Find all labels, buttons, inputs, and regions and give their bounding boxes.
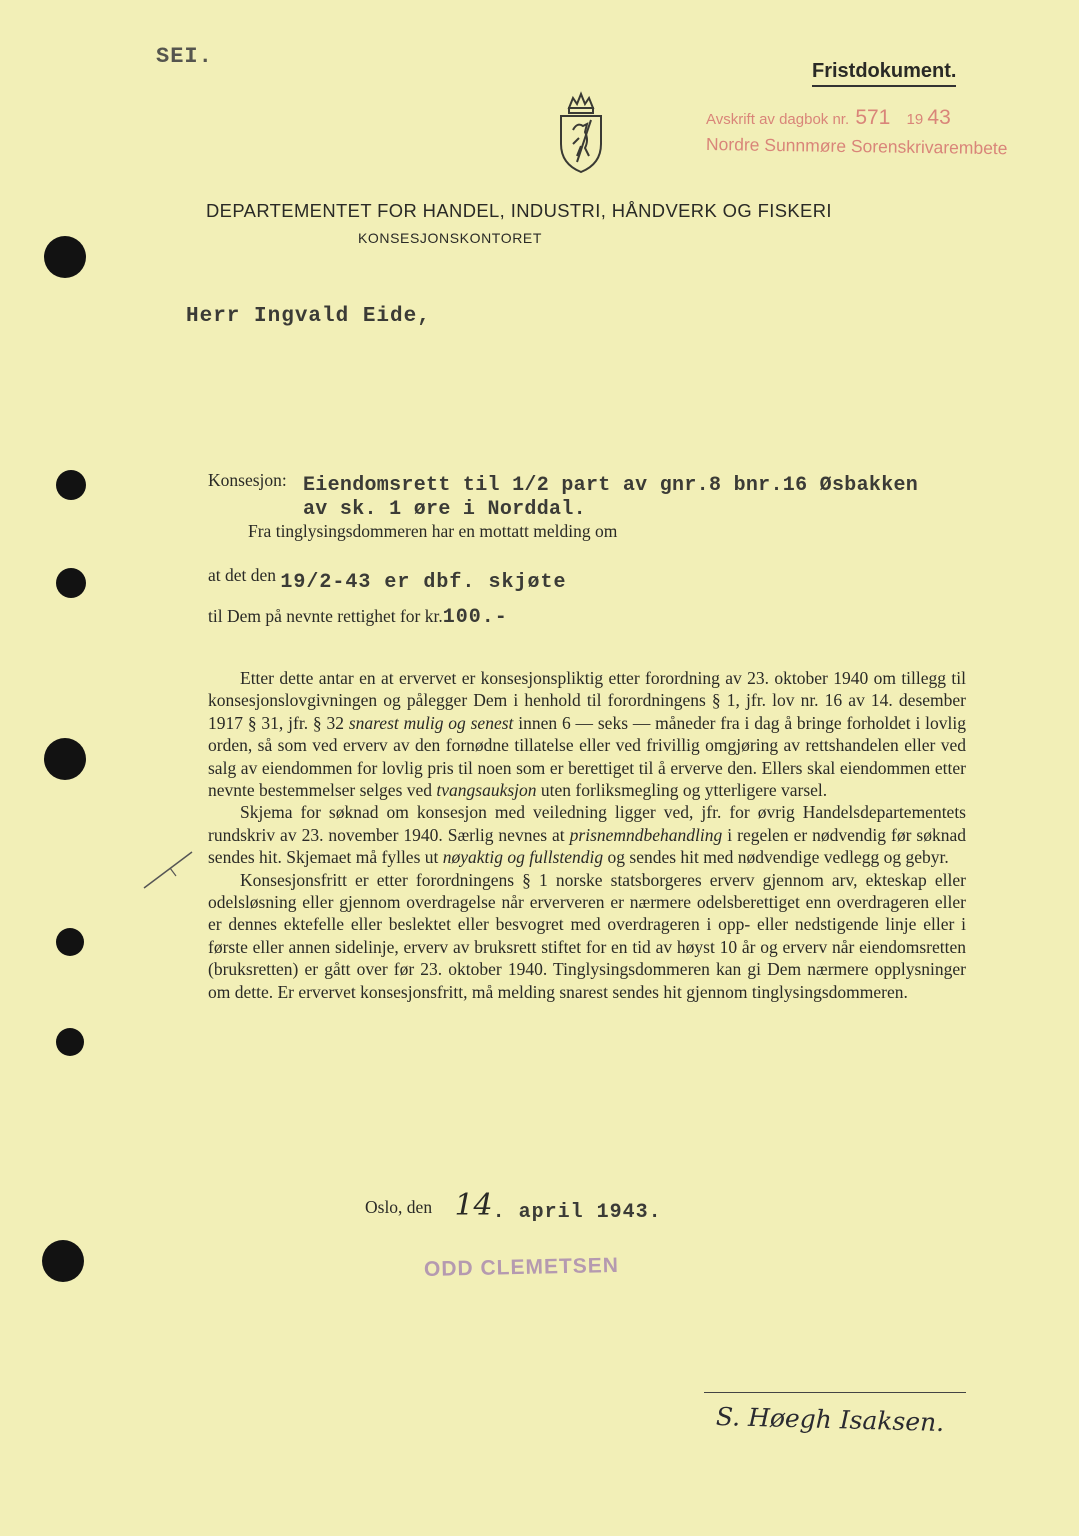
punch-hole bbox=[56, 470, 86, 500]
place-date-prefix: Oslo, den bbox=[365, 1197, 433, 1217]
stamp-year-prefix: 19 bbox=[906, 111, 924, 128]
notice-line-1: Fra tinglysingsdommeren har en mottatt melding om bbox=[248, 521, 618, 541]
main-body-text bbox=[208, 667, 966, 1003]
document-reference: SEI. bbox=[156, 44, 213, 69]
stamp-year: 43 bbox=[927, 106, 951, 129]
concession-line-2: av sk. 1 øre i Norddal. bbox=[303, 498, 586, 521]
paragraph-obligation: Etter dette antar en at ervervet er konsesjonspliktig etter forordning av 23. oktober 1940 om tillegg til konsesjonslovgivningen og pålegger Dem i henhold til forordningens § 1, jfr. lov nr. 16 av 14. desember 1917 § 31, jfr. § 32 snarest mulig og senest innen 6 — seks — måneder fra i dag å bringe forholdet i lovlig orden, så som ved erverv av den fornødne tillatelse eller ved frivillig omgjøring av rettshandelen eller ved salg av eiendommen for lovlig pris til noen som er berettiget til å erverve den. Ellers skal eiendommen etter nevnte bestemmelser selges ved tvangsauksjon uten forliksmegling og ytterligere varsel. bbox=[208, 668, 966, 801]
punch-hole bbox=[44, 738, 86, 780]
punch-hole bbox=[56, 568, 86, 598]
signatory-name-stamp: ODD CLEMETSEN bbox=[423, 1253, 620, 1281]
recipient-name: Herr Ingvald Eide, bbox=[186, 305, 431, 328]
department-heading: DEPARTEMENTET FOR HANDEL, INDUSTRI, HÅNDVERK OG FISKERI bbox=[206, 200, 832, 221]
margin-pencil-mark bbox=[140, 844, 200, 894]
paragraph-exemptions: Konsesjonsfritt er etter forordningens § 1 norske statsborgeres erverv gjennom arv, ekteskap eller odelsløsning eller gjennom overdragelse når erververen er nærmere odelsberettiget enn overdrageren eller er dennes ektefelle eller beslektet eller besvogret med overdrageren i opp- eller nedstigende linje eller i første eller annen sidelinje, erverv av bruksrett stiftet for en tid av høyst 10 år og erverv når eiendomsretten (bruksretten) er gått over før 23. oktober 1940. Tinglysingsdommeren kan gi Dem nærmere opplysninger om dette. Er ervervet konsesjonsfritt, må melding snarest sendes hit gjennom tinglysingsdommeren. bbox=[208, 869, 966, 1002]
stamp-journal-number: 571 bbox=[855, 106, 891, 129]
punch-hole bbox=[56, 1028, 84, 1056]
notice-price-prefix: til Dem på nevnte rettighet for kr. bbox=[208, 606, 443, 626]
notice-line-2 bbox=[208, 565, 567, 594]
signature-rule bbox=[704, 1392, 966, 1393]
notice-price-typed: 100.- bbox=[442, 606, 508, 629]
office-heading: KONSESJONSKONTORET bbox=[357, 230, 543, 246]
punch-hole bbox=[42, 1240, 84, 1282]
registry-stamp bbox=[705, 106, 1036, 159]
typed-date: . april 1943. bbox=[492, 1201, 662, 1224]
punch-hole bbox=[56, 928, 84, 956]
place-date-line bbox=[365, 1186, 662, 1224]
document-type-label: Fristdokument. bbox=[812, 60, 956, 87]
notice-date-typed: 19/2-43 er dbf. skjøte bbox=[280, 571, 567, 594]
concession-label: Konsesjon: bbox=[208, 470, 287, 490]
notice-line-3 bbox=[208, 606, 508, 629]
handwritten-day: 14 bbox=[454, 1188, 493, 1223]
coat-of-arms-icon bbox=[555, 90, 607, 176]
stamp-prefix: Avskrift av dagbok nr. bbox=[706, 111, 850, 128]
paragraph-application-form: Skjema for søknad om konsesjon med veiledning ligger ved, jfr. for øvrig Handelsdepartementets rundskriv av 23. november 1940. Særlig nevnes at prisnemndbehandling i regelen er nødvendig før søknad sendes hit. Skjemaet må fylles ut nøyaktig og fullstendig og sendes hit med nødvendige vedlegg og gebyr. bbox=[208, 802, 966, 868]
signature: S. Høegh Isaksen. bbox=[715, 1402, 945, 1437]
notice-date-prefix: at det den bbox=[208, 565, 277, 585]
concession-line-1: Eiendomsrett til 1/2 part av gnr.8 bnr.16 Øsbakken bbox=[303, 474, 919, 497]
stamp-office: Nordre Sunnmøre Sorenskrivarembete bbox=[705, 134, 1008, 159]
